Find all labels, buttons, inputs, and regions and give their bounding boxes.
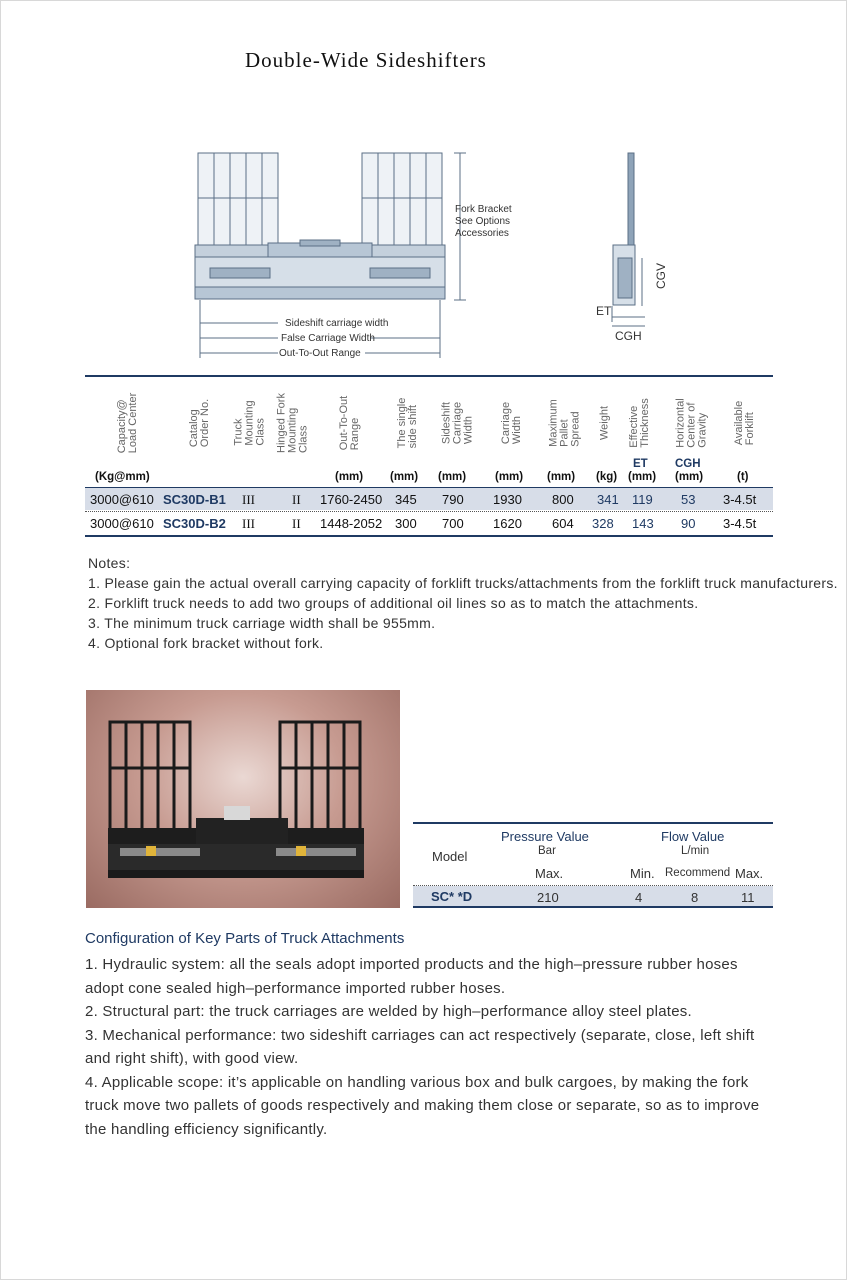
unit-et: (mm) [628, 471, 657, 483]
config-list [85, 953, 777, 1141]
config-item: 2. Structural part: the truck carriages are welded by high–performance alloy steel plates. [85, 1003, 692, 1020]
header-cgh: CGH [675, 458, 701, 470]
flow-max-label: Max. [735, 866, 764, 881]
cell-cgh: 53 [681, 492, 696, 507]
flow-min-label: Min. [630, 866, 655, 881]
cell-forklift: 3-4.5t [723, 492, 757, 507]
table-row [85, 512, 773, 534]
product-photo [86, 690, 400, 908]
header-weight: Weight [598, 405, 611, 441]
dim-false-carriage-width: False Carriage Width [281, 333, 375, 344]
cell-carriage-width: 1620 [493, 516, 522, 531]
header-capacity: Capacity@ Load Center [116, 392, 139, 454]
header-center-gravity: Horizontal Center of Gravity [674, 398, 709, 448]
note-item: 2. Forklift truck needs to add two groups of additional oil lines so as to match the attachments. [88, 595, 699, 611]
pressure-unit: Bar [538, 845, 556, 857]
header-out-to-out: Out-To-Out Range [338, 395, 361, 451]
cell-pallet-spread: 604 [552, 516, 574, 531]
cell-et: 119 [632, 492, 653, 507]
unit-weight: (kg) [596, 471, 618, 483]
fork-bracket-note [455, 204, 512, 240]
header-available-forklift: Available Forklift [733, 400, 756, 446]
cell-truck-class: III [242, 516, 255, 531]
notes-heading: Notes: [88, 555, 131, 571]
fork-bracket-note-line: Fork Bracket [455, 204, 512, 215]
config-title: Configuration of Key Parts of Truck Attachments [85, 930, 405, 947]
note-item: 1. Please gain the actual overall carrying capacity of forklift trucks/attachments from the forklift truck manufacturers. [88, 575, 838, 591]
cgv-label: CGV [654, 262, 669, 290]
dim-sideshift-carriage-width: Sideshift carriage width [285, 318, 389, 329]
cell-et: 143 [632, 516, 654, 531]
header-et: ET [633, 458, 648, 470]
product-photo-drawing [86, 690, 400, 908]
unit-tonnes: (t) [737, 471, 749, 483]
cell-single-shift: 300 [395, 516, 417, 531]
unit-sideshift: (mm) [438, 471, 467, 483]
table-row [85, 488, 773, 510]
cell-sideshift-width: 790 [442, 492, 464, 507]
fork-bracket-note-line: Accessories [455, 228, 509, 239]
pressure-table-bottom-rule [413, 906, 773, 908]
flow-recommend-label: Recommend [665, 867, 731, 879]
unit-single-shift: (mm) [390, 471, 419, 483]
cell-out-to-out: 1760-2450 [320, 492, 383, 507]
cgh-label: CGH [615, 329, 642, 343]
cell-hinged-class: II [292, 516, 301, 531]
spec-bottom-rule [85, 535, 773, 537]
header-hinged-fork: Hinged Fork Mounting Class [275, 393, 310, 453]
cell-pallet-spread: 800 [552, 492, 574, 507]
cell-model: SC30D-B1 [163, 492, 226, 507]
flow-header: Flow Value [661, 829, 725, 844]
pressure-header: Pressure Value [501, 829, 589, 844]
pressure-flow-table [413, 822, 773, 908]
cell-single-shift: 345 [395, 492, 417, 507]
page-title: Double-Wide Sideshifters [245, 48, 487, 72]
cell-model: SC30D-B2 [163, 516, 226, 531]
cell-weight: 328 [592, 516, 614, 531]
unit-carriage: (mm) [495, 471, 524, 483]
pressure-table-top-rule [413, 822, 773, 824]
note-item: 4. Optional fork bracket without fork. [88, 635, 324, 651]
config-item: 4. Applicable scope: it’s applicable on handling various box and bulk cargoes, by making the fork truck move two pallets of goods respectively and making them close or separate, so as to improve the handling efficiency significantly. [85, 1073, 760, 1138]
dim-out-to-out-range: Out-To-Out Range [279, 348, 361, 359]
spec-table-top-rule [85, 375, 773, 377]
cell-carriage-width: 1930 [493, 492, 522, 507]
et-label: ET [596, 304, 612, 318]
cell-cgh: 90 [681, 516, 696, 531]
header-carriage-width: Carriage Width [500, 401, 523, 445]
model-header: Model [432, 849, 468, 864]
unit-capacity: (Kg@mm) [95, 471, 150, 483]
cell-capacity: 3000@610 [90, 516, 154, 531]
pressure-model: SC* *D [431, 889, 473, 904]
pressure-max-value: 210 [537, 890, 559, 905]
cell-sideshift-width: 700 [442, 516, 464, 531]
flow-min-value: 4 [635, 890, 643, 905]
notes-section [88, 553, 838, 653]
flow-recommend-value: 8 [691, 890, 699, 905]
unit-cgh: (mm) [675, 471, 704, 483]
cell-truck-class: III [242, 492, 255, 507]
cell-forklift: 3-4.5t [723, 516, 757, 531]
flow-max-value: 11 [741, 890, 755, 905]
header-effective-thickness: Effective Thickness [628, 398, 651, 448]
unit-pallet: (mm) [547, 471, 576, 483]
header-truck-class: Truck Mounting Class [232, 400, 267, 446]
cell-weight: 341 [597, 492, 619, 507]
header-pallet-spread: Maximum Pallet Spread [547, 399, 582, 447]
pressure-max-label: Max. [535, 866, 564, 881]
flow-unit: L/min [681, 845, 710, 857]
cell-out-to-out: 1448-2052 [320, 516, 383, 531]
header-catalog: Catalog Order No. [188, 398, 211, 448]
header-single-shift: The single side shift [396, 397, 419, 449]
fork-bracket-note-line: See Options [455, 216, 511, 227]
header-sideshift-width: Sideshift Carriage Width [440, 401, 475, 445]
cell-hinged-class: II [292, 492, 301, 507]
config-item: 3. Mechanical performance: two sideshift carriages can act respectively (separate, close, left shift and right shift), with good view. [85, 1026, 755, 1067]
note-item: 3. The minimum truck carriage width shall be 955mm. [88, 615, 436, 631]
unit-out-to-out: (mm) [335, 471, 364, 483]
config-item: 1. Hydraulic system: all the seals adopt imported products and the high–pressure rubber hoses adopt cone sealed high–performance imported rubber hoses. [85, 956, 738, 997]
cell-capacity: 3000@610 [90, 492, 154, 507]
